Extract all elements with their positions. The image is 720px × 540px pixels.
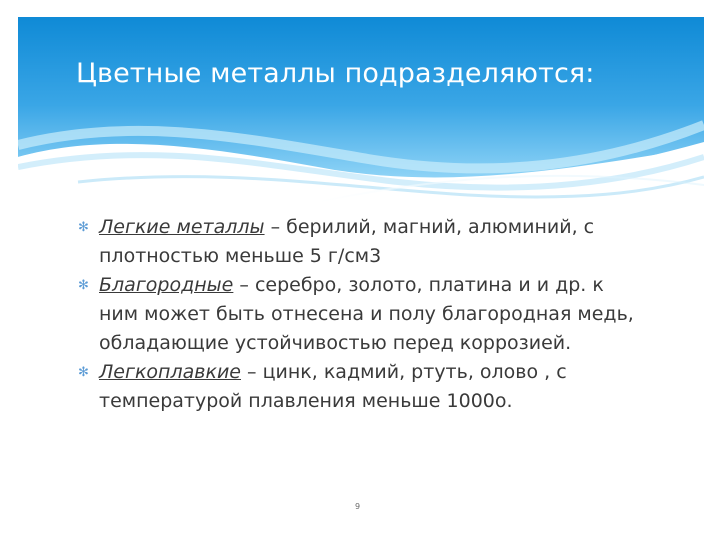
list-item: [78, 271, 648, 358]
asterisk-icon: ✻: [78, 278, 89, 293]
header-banner: [18, 17, 704, 202]
list-item: [78, 213, 648, 271]
bullet-text: – берилий, магний, алюминий, с плотностью меньше 5 г/см3: [99, 216, 595, 267]
header-wave-graphic: [18, 17, 704, 202]
bullet-term: Благородные: [99, 274, 234, 296]
list-item: [78, 358, 648, 416]
bullet-text: – цинк, кадмий, ртуть, олово , с температурой плавления меньше 1000о.: [99, 361, 567, 412]
asterisk-icon: ✻: [78, 220, 89, 235]
bullet-term: Легкоплавкие: [99, 361, 241, 383]
slide-title: Цветные металлы подразделяются:: [76, 58, 595, 89]
bullet-text: – серебро, золото, платина и и др. к ним может быть отнесена и полу благородная медь, обладающие устойчивостью перед коррозией.: [99, 274, 634, 354]
bullet-list: [78, 213, 648, 416]
bullet-term: Легкие металлы: [99, 216, 265, 238]
asterisk-icon: ✻: [78, 365, 89, 380]
page-number: 9: [355, 502, 361, 511]
